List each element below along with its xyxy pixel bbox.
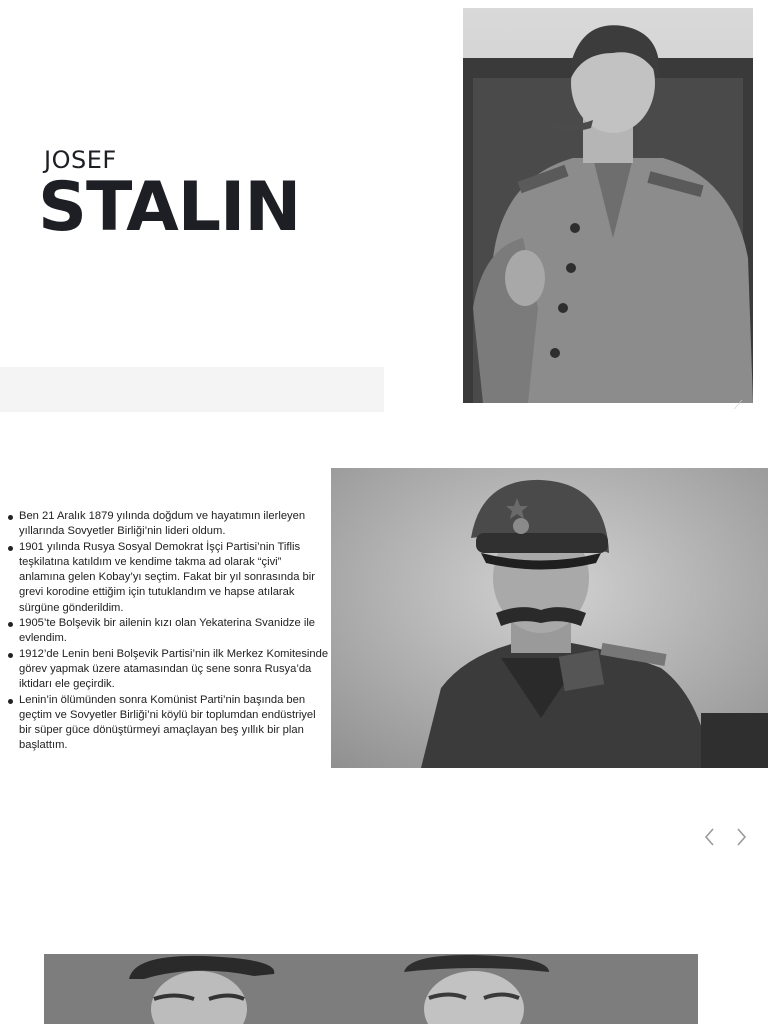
carousel-prev-button[interactable] bbox=[700, 824, 720, 850]
bio-list bbox=[6, 509, 330, 754]
small-chevron-icon: ⟋ bbox=[734, 398, 743, 412]
bio-item: 1912’de Lenin beni Bolşevik Partisi’nin ilk Merkez Komitesinde görev yapmak üzere atamasından üç sene sonra Rusya’da iktidarı ele geçirdik. bbox=[6, 647, 330, 693]
chevron-right-icon bbox=[731, 824, 751, 850]
bio-item: Ben 21 Aralık 1879 yılında doğdum ve hayatımın ilerleyen yıllarında Sovyetler Birliği’nin lideri oldum. bbox=[6, 509, 330, 540]
bio-item: Lenin’in ölümünden sonra Komünist Parti’nin başında ben geçtim ve Sovyetler Birliği’ni köylü bir toplumdan endüstriyel bir süper güce dönüştürmeyi amaçlayan beş yıllık bir plan başlattım. bbox=[6, 693, 330, 754]
bio-item: 1901 yılında Rusya Sosyal Demokrat İşçi Partisi’nin Tiflis teşkilatına katıldım ve kendime takma ad olarak “çivi” anlamına gelen Kobay’yı seçtim. Fakat bir yıl sonrasında bir grevi korodine ettiğim için tutuklandım ve hapse atılarak sürgüne gönderildim. bbox=[6, 540, 330, 616]
group-photo bbox=[44, 954, 698, 1024]
bio-item: 1905’te Bolşevik bir ailenin kızı olan Yekaterina Svanidze ile evlendim. bbox=[6, 616, 330, 647]
portrait-standing-photo bbox=[463, 8, 753, 403]
hero-first-name: JOSEF bbox=[44, 146, 117, 174]
chevron-left-icon bbox=[700, 824, 720, 850]
decorative-band bbox=[0, 367, 384, 412]
hero-last-name: STALIN bbox=[38, 168, 301, 247]
carousel-next-button[interactable] bbox=[731, 824, 751, 850]
portrait-cap-photo bbox=[331, 468, 768, 768]
